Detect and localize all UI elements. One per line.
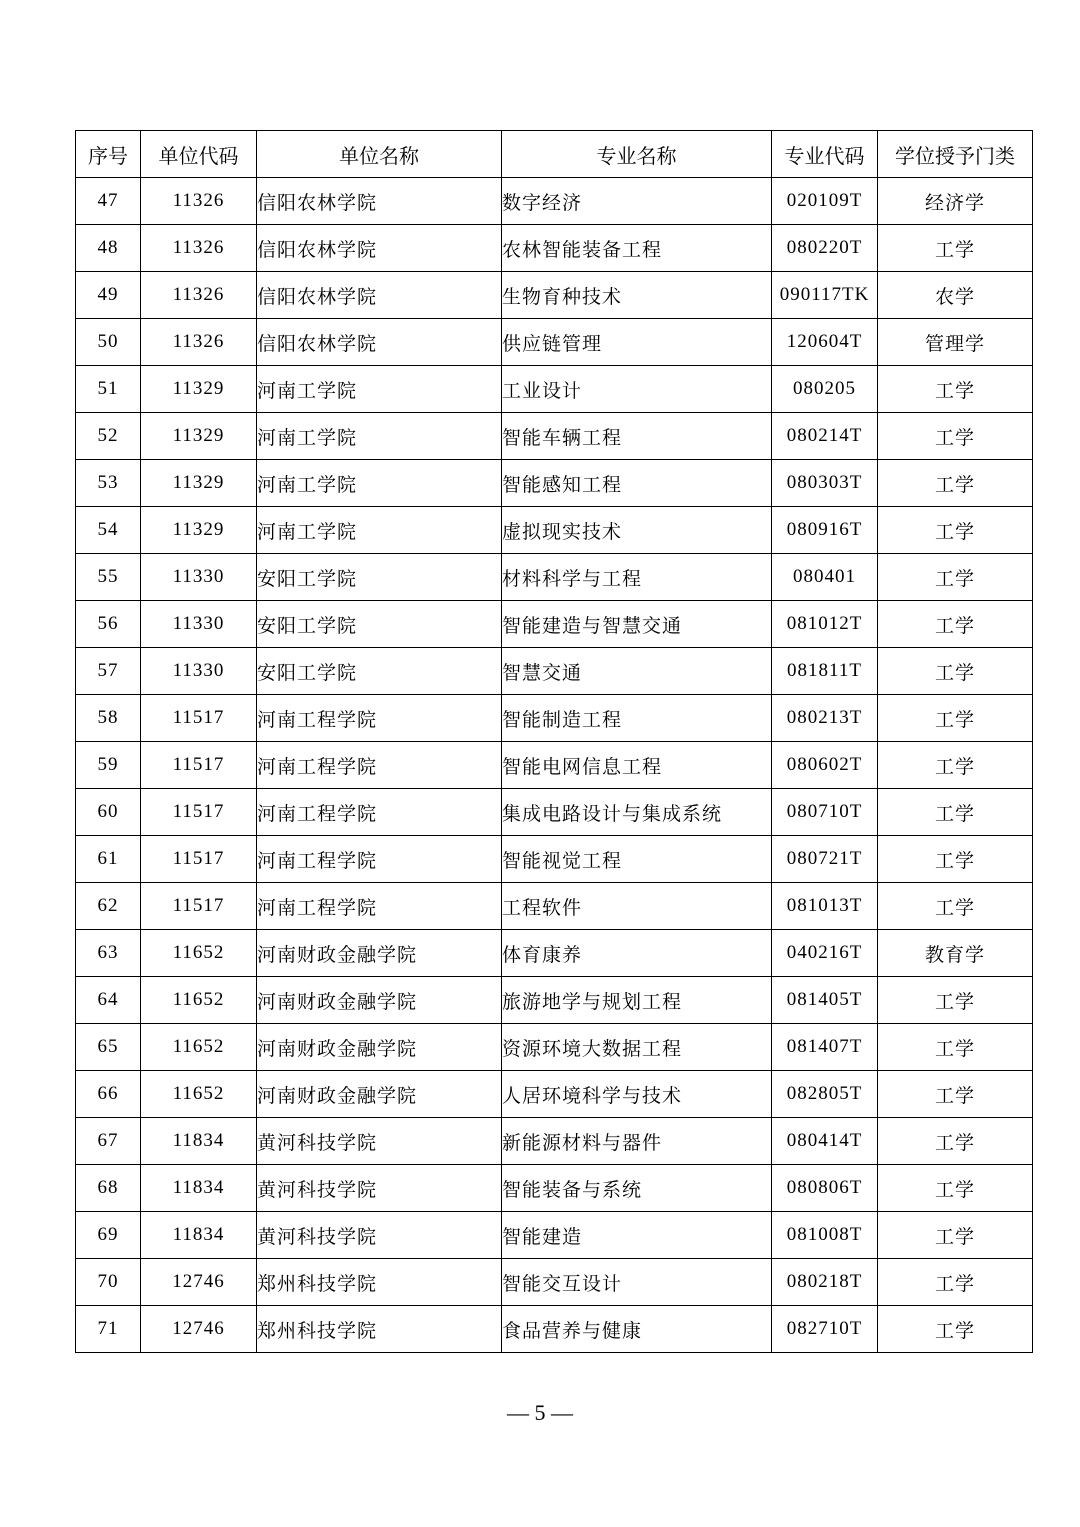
cell-major-name: 生物育种技术	[502, 272, 772, 319]
cell-serial: 61	[76, 836, 141, 883]
table-row	[76, 1118, 1033, 1165]
cell-serial: 58	[76, 695, 141, 742]
cell-major-name: 智能感知工程	[502, 460, 772, 507]
cell-serial: 53	[76, 460, 141, 507]
table-row	[76, 507, 1033, 554]
table-row	[76, 413, 1033, 460]
cell-degree-category: 工学	[878, 648, 1033, 695]
cell-unit-code: 11326	[141, 178, 257, 225]
cell-degree-category: 工学	[878, 695, 1033, 742]
cell-unit-name: 信阳农林学院	[257, 319, 502, 366]
table-row	[76, 601, 1033, 648]
table-row	[76, 695, 1033, 742]
cell-degree-category: 工学	[878, 601, 1033, 648]
cell-unit-name: 河南财政金融学院	[257, 977, 502, 1024]
cell-major-name: 食品营养与健康	[502, 1306, 772, 1353]
cell-major-code: 040216T	[772, 930, 878, 977]
cell-unit-name: 河南工程学院	[257, 836, 502, 883]
cell-degree-category: 工学	[878, 883, 1033, 930]
cell-unit-code: 11652	[141, 930, 257, 977]
cell-degree-category: 工学	[878, 460, 1033, 507]
table-row	[76, 1071, 1033, 1118]
cell-serial: 52	[76, 413, 141, 460]
cell-degree-category: 教育学	[878, 930, 1033, 977]
cell-unit-name: 河南工学院	[257, 507, 502, 554]
cell-degree-category: 工学	[878, 1259, 1033, 1306]
table-row	[76, 648, 1033, 695]
cell-unit-code: 11330	[141, 601, 257, 648]
cell-major-name: 智慧交通	[502, 648, 772, 695]
cell-serial: 70	[76, 1259, 141, 1306]
cell-major-code: 080220T	[772, 225, 878, 272]
cell-unit-code: 11652	[141, 1024, 257, 1071]
cell-unit-name: 河南财政金融学院	[257, 1071, 502, 1118]
cell-unit-code: 11329	[141, 507, 257, 554]
cell-major-name: 旅游地学与规划工程	[502, 977, 772, 1024]
cell-serial: 49	[76, 272, 141, 319]
cell-unit-code: 12746	[141, 1259, 257, 1306]
cell-unit-name: 安阳工学院	[257, 601, 502, 648]
cell-serial: 60	[76, 789, 141, 836]
cell-unit-name: 郑州科技学院	[257, 1306, 502, 1353]
cell-major-code: 020109T	[772, 178, 878, 225]
cell-major-name: 资源环境大数据工程	[502, 1024, 772, 1071]
header-degree-category: 学位授予门类	[878, 131, 1033, 178]
cell-degree-category: 工学	[878, 836, 1033, 883]
cell-unit-code: 11517	[141, 789, 257, 836]
table-row	[76, 1306, 1033, 1353]
cell-unit-name: 河南工学院	[257, 460, 502, 507]
cell-major-code: 080214T	[772, 413, 878, 460]
table-header-row	[76, 131, 1033, 178]
cell-major-code: 080213T	[772, 695, 878, 742]
cell-unit-code: 11834	[141, 1118, 257, 1165]
cell-unit-code: 11329	[141, 460, 257, 507]
cell-serial: 67	[76, 1118, 141, 1165]
cell-unit-code: 11652	[141, 1071, 257, 1118]
table-row	[76, 178, 1033, 225]
cell-serial: 65	[76, 1024, 141, 1071]
cell-major-code: 080205	[772, 366, 878, 413]
cell-serial: 68	[76, 1165, 141, 1212]
cell-unit-name: 信阳农林学院	[257, 178, 502, 225]
cell-major-name: 数字经济	[502, 178, 772, 225]
cell-major-code: 080303T	[772, 460, 878, 507]
cell-degree-category: 工学	[878, 1071, 1033, 1118]
cell-degree-category: 工学	[878, 1165, 1033, 1212]
cell-major-code: 080916T	[772, 507, 878, 554]
cell-unit-name: 黄河科技学院	[257, 1212, 502, 1259]
cell-serial: 56	[76, 601, 141, 648]
cell-unit-name: 安阳工学院	[257, 648, 502, 695]
cell-unit-name: 信阳农林学院	[257, 272, 502, 319]
cell-major-code: 081407T	[772, 1024, 878, 1071]
cell-serial: 57	[76, 648, 141, 695]
table-row	[76, 319, 1033, 366]
header-major-name: 专业名称	[502, 131, 772, 178]
cell-major-code: 081013T	[772, 883, 878, 930]
table-row	[76, 742, 1033, 789]
cell-major-code: 080721T	[772, 836, 878, 883]
cell-degree-category: 工学	[878, 1212, 1033, 1259]
cell-unit-code: 11326	[141, 225, 257, 272]
cell-serial: 62	[76, 883, 141, 930]
cell-major-code: 081811T	[772, 648, 878, 695]
cell-serial: 51	[76, 366, 141, 413]
cell-major-name: 集成电路设计与集成系统	[502, 789, 772, 836]
table-row	[76, 460, 1033, 507]
cell-major-name: 材料科学与工程	[502, 554, 772, 601]
cell-major-name: 智能车辆工程	[502, 413, 772, 460]
cell-unit-name: 信阳农林学院	[257, 225, 502, 272]
cell-unit-code: 11330	[141, 648, 257, 695]
cell-unit-code: 11326	[141, 319, 257, 366]
cell-major-name: 虚拟现实技术	[502, 507, 772, 554]
cell-unit-code: 11326	[141, 272, 257, 319]
cell-major-name: 人居环境科学与技术	[502, 1071, 772, 1118]
cell-degree-category: 农学	[878, 272, 1033, 319]
cell-serial: 59	[76, 742, 141, 789]
table-row	[76, 1165, 1033, 1212]
cell-serial: 63	[76, 930, 141, 977]
cell-unit-name: 黄河科技学院	[257, 1165, 502, 1212]
cell-unit-name: 河南财政金融学院	[257, 1024, 502, 1071]
cell-major-name: 智能建造	[502, 1212, 772, 1259]
cell-unit-code: 11517	[141, 836, 257, 883]
page-number: — 5 —	[507, 1400, 573, 1425]
cell-serial: 64	[76, 977, 141, 1024]
cell-unit-name: 郑州科技学院	[257, 1259, 502, 1306]
cell-major-code: 082710T	[772, 1306, 878, 1353]
cell-major-name: 体育康养	[502, 930, 772, 977]
cell-major-code: 080806T	[772, 1165, 878, 1212]
header-serial: 序号	[76, 131, 141, 178]
cell-major-name: 智能制造工程	[502, 695, 772, 742]
table-row	[76, 836, 1033, 883]
cell-major-name: 智能装备与系统	[502, 1165, 772, 1212]
cell-unit-code: 11517	[141, 742, 257, 789]
cell-major-name: 智能电网信息工程	[502, 742, 772, 789]
table-row	[76, 1259, 1033, 1306]
cell-major-name: 新能源材料与器件	[502, 1118, 772, 1165]
cell-serial: 66	[76, 1071, 141, 1118]
table-row	[76, 1024, 1033, 1071]
cell-degree-category: 工学	[878, 742, 1033, 789]
cell-major-code: 081012T	[772, 601, 878, 648]
cell-major-code: 080710T	[772, 789, 878, 836]
cell-serial: 54	[76, 507, 141, 554]
cell-major-code: 080602T	[772, 742, 878, 789]
cell-unit-name: 河南工程学院	[257, 789, 502, 836]
table-row	[76, 225, 1033, 272]
cell-major-code: 080414T	[772, 1118, 878, 1165]
cell-unit-code: 11834	[141, 1212, 257, 1259]
cell-serial: 71	[76, 1306, 141, 1353]
cell-major-name: 智能交互设计	[502, 1259, 772, 1306]
cell-unit-name: 河南财政金融学院	[257, 930, 502, 977]
cell-degree-category: 工学	[878, 413, 1033, 460]
cell-major-name: 工业设计	[502, 366, 772, 413]
cell-major-name: 工程软件	[502, 883, 772, 930]
cell-serial: 55	[76, 554, 141, 601]
cell-major-name: 智能视觉工程	[502, 836, 772, 883]
table-row	[76, 554, 1033, 601]
cell-degree-category: 工学	[878, 507, 1033, 554]
cell-degree-category: 工学	[878, 366, 1033, 413]
cell-serial: 47	[76, 178, 141, 225]
cell-major-code: 120604T	[772, 319, 878, 366]
cell-unit-name: 黄河科技学院	[257, 1118, 502, 1165]
header-unit-code: 单位代码	[141, 131, 257, 178]
cell-major-code: 080218T	[772, 1259, 878, 1306]
table-row	[76, 789, 1033, 836]
header-unit-name: 单位名称	[257, 131, 502, 178]
table-row	[76, 977, 1033, 1024]
cell-degree-category: 工学	[878, 1118, 1033, 1165]
cell-major-code: 080401	[772, 554, 878, 601]
cell-unit-name: 河南工程学院	[257, 742, 502, 789]
cell-unit-code: 11517	[141, 883, 257, 930]
cell-major-name: 农林智能装备工程	[502, 225, 772, 272]
cell-unit-code: 11517	[141, 695, 257, 742]
cell-serial: 48	[76, 225, 141, 272]
table-row	[76, 272, 1033, 319]
cell-unit-code: 11329	[141, 413, 257, 460]
table-row	[76, 883, 1033, 930]
cell-major-name: 智能建造与智慧交通	[502, 601, 772, 648]
cell-serial: 69	[76, 1212, 141, 1259]
header-major-code: 专业代码	[772, 131, 878, 178]
table-row	[76, 1212, 1033, 1259]
cell-unit-code: 11834	[141, 1165, 257, 1212]
cell-degree-category: 工学	[878, 789, 1033, 836]
cell-unit-name: 河南工学院	[257, 366, 502, 413]
cell-unit-code: 11330	[141, 554, 257, 601]
major-list-table	[75, 130, 1033, 1353]
cell-major-code: 081008T	[772, 1212, 878, 1259]
cell-degree-category: 工学	[878, 554, 1033, 601]
cell-degree-category: 工学	[878, 977, 1033, 1024]
cell-unit-name: 安阳工学院	[257, 554, 502, 601]
cell-major-code: 081405T	[772, 977, 878, 1024]
table-row	[76, 930, 1033, 977]
cell-unit-code: 11652	[141, 977, 257, 1024]
table-body	[76, 178, 1033, 1353]
table-row	[76, 366, 1033, 413]
cell-unit-code: 11329	[141, 366, 257, 413]
cell-degree-category: 工学	[878, 1306, 1033, 1353]
cell-unit-name: 河南工程学院	[257, 695, 502, 742]
cell-major-code: 082805T	[772, 1071, 878, 1118]
cell-degree-category: 经济学	[878, 178, 1033, 225]
cell-degree-category: 管理学	[878, 319, 1033, 366]
cell-major-code: 090117TK	[772, 272, 878, 319]
cell-unit-name: 河南工学院	[257, 413, 502, 460]
cell-degree-category: 工学	[878, 225, 1033, 272]
cell-degree-category: 工学	[878, 1024, 1033, 1071]
cell-unit-code: 12746	[141, 1306, 257, 1353]
cell-unit-name: 河南工程学院	[257, 883, 502, 930]
cell-serial: 50	[76, 319, 141, 366]
cell-major-name: 供应链管理	[502, 319, 772, 366]
